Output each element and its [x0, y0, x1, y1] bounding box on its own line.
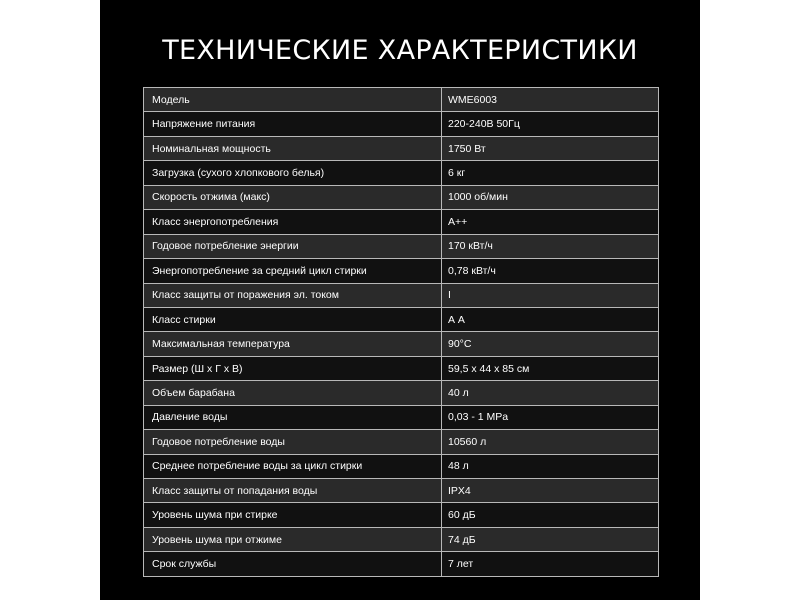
spec-param: Годовое потребление воды [144, 430, 442, 454]
spec-param: Класс защиты от попадания воды [144, 479, 442, 503]
spec-param: Уровень шума при отжиме [144, 527, 442, 551]
spec-value: 220-240В 50Гц [442, 112, 659, 136]
table-row [144, 161, 659, 185]
table-row [144, 185, 659, 209]
spec-param: Срок службы [144, 552, 442, 576]
spec-value: 59,5 х 44 х 85 см [442, 356, 659, 380]
table-row [144, 356, 659, 380]
table-row [144, 332, 659, 356]
spec-value: 0,03 - 1 MPa [442, 405, 659, 429]
spec-table [143, 87, 659, 577]
spec-param: Уровень шума при стирке [144, 503, 442, 527]
spec-param: Давление воды [144, 405, 442, 429]
table-row [144, 210, 659, 234]
spec-param: Загрузка (сухого хлопкового белья) [144, 161, 442, 185]
spec-value: 40 л [442, 381, 659, 405]
table-row [144, 283, 659, 307]
table-row [144, 503, 659, 527]
spec-value: 6 кг [442, 161, 659, 185]
spec-value: 1750 Вт [442, 136, 659, 160]
spec-param: Максимальная температура [144, 332, 442, 356]
spec-table-body [144, 88, 659, 577]
spec-param: Размер (Ш х Г х В) [144, 356, 442, 380]
spec-value: 90°С [442, 332, 659, 356]
spec-param: Класс защиты от поражения эл. током [144, 283, 442, 307]
spec-param: Номинальная мощность [144, 136, 442, 160]
table-row [144, 454, 659, 478]
spec-param: Класс стирки [144, 307, 442, 331]
spec-value: А++ [442, 210, 659, 234]
spec-value: 1000 об/мин [442, 185, 659, 209]
table-row [144, 307, 659, 331]
table-row [144, 136, 659, 160]
table-row [144, 234, 659, 258]
spec-param: Среднее потребление воды за цикл стирки [144, 454, 442, 478]
spec-param: Годовое потребление энергии [144, 234, 442, 258]
spec-value: 74 дБ [442, 527, 659, 551]
spec-value: IPX4 [442, 479, 659, 503]
table-row [144, 479, 659, 503]
table-row [144, 527, 659, 551]
table-row [144, 405, 659, 429]
spec-param: Модель [144, 88, 442, 112]
spec-param: Объем барабана [144, 381, 442, 405]
spec-param: Напряжение питания [144, 112, 442, 136]
spec-value: 60 дБ [442, 503, 659, 527]
spec-sheet-panel [100, 0, 700, 600]
table-row [144, 381, 659, 405]
spec-value: 0,78 кВт/ч [442, 259, 659, 283]
spec-value: WME6003 [442, 88, 659, 112]
spec-value: 170 кВт/ч [442, 234, 659, 258]
spec-param: Энергопотребление за средний цикл стирки [144, 259, 442, 283]
spec-value: 7 лет [442, 552, 659, 576]
spec-value: I [442, 283, 659, 307]
spec-value: А А [442, 307, 659, 331]
table-row [144, 552, 659, 576]
spec-value: 10560 л [442, 430, 659, 454]
table-row [144, 430, 659, 454]
table-row [144, 88, 659, 112]
page-title: ТЕХНИЧЕСКИЕ ХАРАКТЕРИСТИКИ [162, 35, 638, 66]
table-row [144, 112, 659, 136]
spec-value: 48 л [442, 454, 659, 478]
table-row [144, 259, 659, 283]
spec-param: Класс энергопотребления [144, 210, 442, 234]
spec-param: Скорость отжима (макс) [144, 185, 442, 209]
